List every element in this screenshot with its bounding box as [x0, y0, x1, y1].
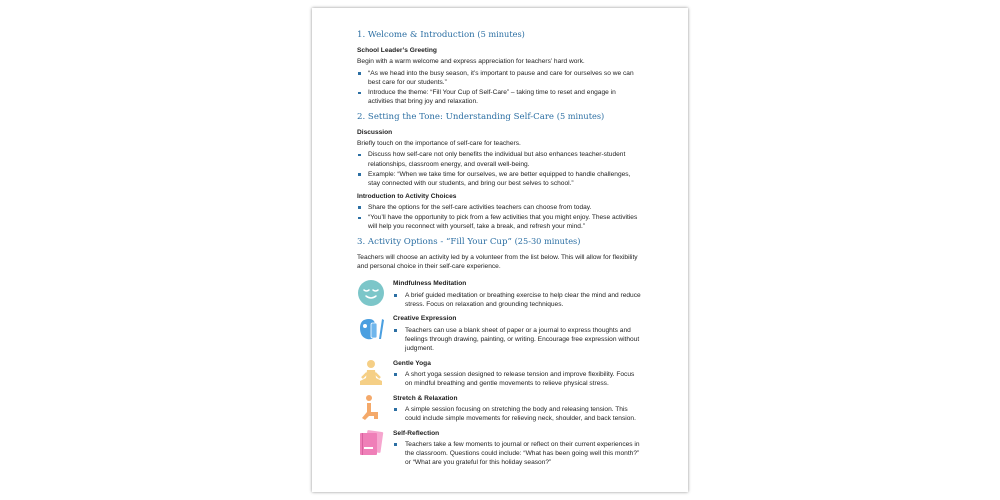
list-item: A brief guided meditation or breathing exercise to help clear the mind and reduce stress. Focus on relaxation and grounding techniques.: [393, 291, 642, 310]
list-item: Introduce the theme: “Fill Your Cup of Self-Care” – taking time to reset and engage in activities that bring joy and relaxation.: [357, 88, 642, 107]
list-item: Teachers take a few moments to journal or reflect on their current experiences in the classroom. Questions could include: “What has been going well this month?” or “What are you grateful for this holiday season?”: [393, 440, 642, 468]
section-tone: [357, 110, 642, 232]
activity-title: Gentle Yoga: [393, 359, 431, 367]
bullet-list: [393, 326, 642, 354]
smiling-face-icon: [357, 279, 385, 307]
activity-creative: [357, 314, 642, 353]
bullet-list: [393, 370, 642, 389]
document-content: [357, 28, 642, 473]
subheading: Introduction to Activity Choices: [357, 192, 457, 200]
bullet-list: [357, 203, 642, 232]
bullet-list: [357, 69, 642, 107]
subheading: School Leader’s Greeting: [357, 47, 437, 54]
section-welcome: [357, 28, 642, 107]
yoga-pose-icon: [357, 359, 385, 387]
list-item: Teachers can use a blank sheet of paper or a journal to express thoughts and feelings through drawing, painting, or writing. Encourage free expression without judgment.: [393, 326, 642, 354]
art-palette-icon: [357, 314, 385, 342]
list-item: A simple session focusing on stretching the body and releasing tension. This could include simple movements for relieving neck, shoulder, and back tension.: [393, 405, 642, 424]
section-heading: [357, 235, 642, 248]
activity-title: Creative Expression: [393, 315, 457, 323]
section-activities: [357, 235, 642, 468]
heading-title: 2. Setting the Tone: Understanding Self-Care: [357, 111, 555, 122]
subheading: Discussion: [357, 128, 393, 136]
activity-title: Stretch & Relaxation: [393, 394, 458, 402]
activity-stretch: [357, 394, 642, 424]
heading-title: 1. Welcome & Introduction: [357, 30, 475, 40]
activity-reflection: [357, 429, 642, 468]
list-item: A short yoga session designed to release tension and improve flexibility. Focus on mindful breathing and gentle movements to relieve physical stress.: [393, 370, 642, 389]
activity-title: Self-Reflection: [393, 429, 440, 437]
list-item: “You’ll have the opportunity to pick from a few activities that you might enjoy. These activities will help you reconnect with yourself, take a break, and refresh your mind.”: [357, 213, 642, 232]
paragraph: Briefly touch on the importance of self-care for teachers.: [357, 140, 521, 148]
paragraph: Teachers will choose an activity led by a volunteer from the list below. This will allow for flexibility and personal choice in their self-care experience.: [357, 253, 638, 271]
activity-title: Mindfulness Meditation: [393, 280, 467, 288]
bullet-list: [393, 440, 642, 468]
bullet-list: [393, 291, 642, 310]
section-heading: [357, 110, 642, 123]
heading-time: (5 minutes): [477, 29, 525, 39]
heading-title: 3. Activity Options - “Fill Your Cup”: [357, 236, 512, 247]
document-page: [312, 8, 688, 492]
activity-yoga: [357, 359, 642, 389]
stretching-person-icon: [357, 394, 385, 422]
list-item: “As we head into the busy season, it’s important to pause and care for ourselves so we can best care for our students.”: [357, 69, 642, 88]
activity-mindfulness: [357, 279, 642, 309]
list-item: Share the options for the self-care activities teachers can choose from today.: [357, 203, 642, 212]
journal-icon: [357, 429, 385, 457]
list-item: Discuss how self-care not only benefits the individual but also enhances teacher-student relationships, classroom energy, and overall well-being.: [357, 150, 642, 169]
paragraph: Begin with a warm welcome and express appreciation for teachers’ hard work.: [357, 58, 585, 66]
section-heading: [357, 28, 642, 41]
heading-time: (25-30 minutes): [514, 235, 581, 246]
heading-time: (5 minutes): [556, 110, 605, 121]
bullet-list: [393, 405, 642, 424]
bullet-list: [357, 150, 642, 188]
list-item: Example: “When we take time for ourselves, we are better equipped to handle challenges, stay connected with our students, and bring our best selves to school.”: [357, 170, 642, 189]
